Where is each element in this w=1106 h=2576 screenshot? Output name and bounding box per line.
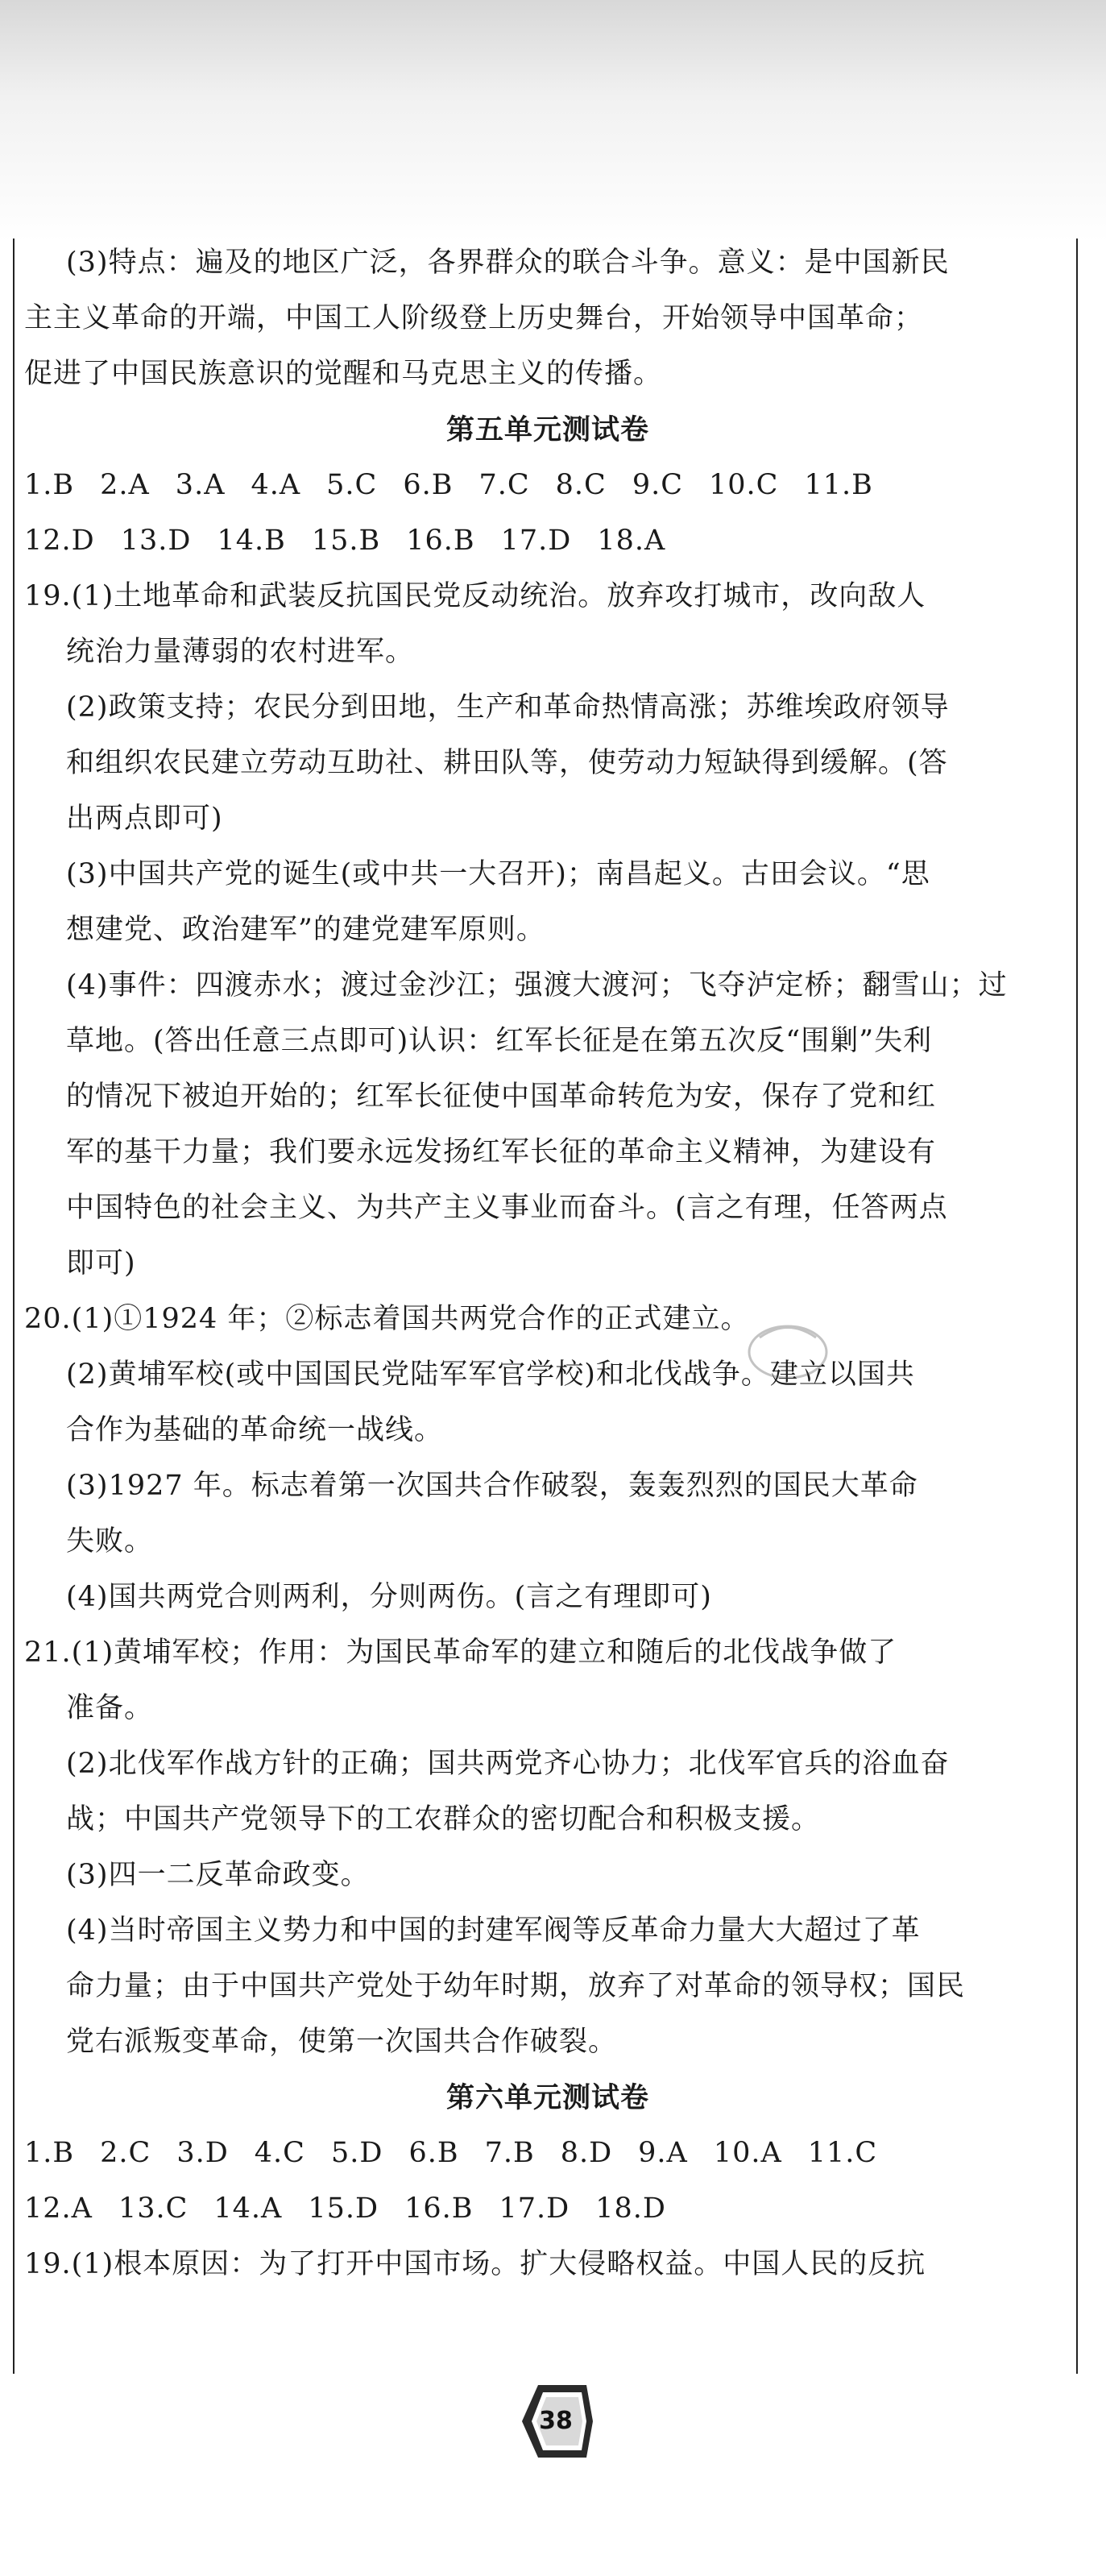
answer-item: 12.A xyxy=(24,2192,93,2225)
page-number-badge xyxy=(514,2381,594,2462)
text-line: 19.(1)土地革命和武装反抗国民党反动统治。放弃攻打城市，改向敌人 xyxy=(24,580,926,612)
answer-item: 9.C xyxy=(632,469,684,501)
text-line: 主主义革命的开端，中国工人阶级登上历史舞台，开始领导中国革命； xyxy=(24,302,924,334)
text-line: 失败。 xyxy=(66,1525,154,1558)
left-border-rule xyxy=(13,239,14,2374)
answer-item: 16.B xyxy=(406,525,475,557)
answer-item: 7.B xyxy=(484,2137,535,2169)
answer-item: 18.A xyxy=(597,525,666,557)
text-line: 命力量；由于中国共产党处于幼年时期，放弃了对革命的领导权；国民 xyxy=(66,1970,966,2002)
right-border-rule xyxy=(1076,239,1078,2374)
answer-item: 17.D xyxy=(499,2192,570,2225)
text-line: 的情况下被迫开始的；红军长征使中国革命转危为安，保存了党和红 xyxy=(66,1081,937,1113)
faint-stamp-icon xyxy=(739,1313,836,1386)
answer-item: 4.A xyxy=(251,469,301,501)
text-line: (2)北伐军作战方针的正确；国共两党齐心协力；北伐军官兵的浴血奋 xyxy=(66,1748,950,1780)
answer-item: 15.B xyxy=(311,525,381,557)
text-line: 即可) xyxy=(66,1247,136,1280)
answer-row xyxy=(24,513,1071,569)
answer-item: 6.B xyxy=(403,469,454,501)
answer-item: 8.D xyxy=(560,2137,613,2169)
text-line: (2)政策支持；农民分到田地，生产和革命热情高涨；苏维埃政府领导 xyxy=(66,691,950,724)
top-shadow xyxy=(0,0,1106,242)
text-line: 中国特色的社会主义、为共产主义事业而奋斗。(言之有理，任答两点 xyxy=(66,1192,948,1224)
answer-item: 2.A xyxy=(100,469,150,501)
answer-item: 12.D xyxy=(24,525,95,557)
answer-row xyxy=(24,2181,1071,2237)
answer-row xyxy=(24,2126,1071,2181)
text-line: 出两点即可) xyxy=(66,803,223,835)
text-line: 促进了中国民族意识的觉醒和马克思主义的传播。 xyxy=(24,358,663,390)
answer-item: 3.A xyxy=(175,469,226,501)
section-heading-unit5: 第五单元测试卷 xyxy=(445,413,649,446)
answer-item: 5.D xyxy=(330,2137,383,2169)
text-line: 和组织农民建立劳动互助社、耕田队等，使劳动力短缺得到缓解。(答 xyxy=(66,747,948,779)
answer-item: 4.C xyxy=(254,2137,305,2169)
text-line: (2)黄埔军校(或中国国民党陆军军官学校)和北伐战争。建立以国共 xyxy=(66,1359,915,1391)
text-line: 草地。(答出任意三点即可)认识：红军长征是在第五次反“围剿”失利 xyxy=(66,1025,933,1057)
answer-item: 3.D xyxy=(176,2137,229,2169)
answer-content xyxy=(24,235,1071,2292)
text-line: (3)中国共产党的诞生(或中共一大召开)；南昌起义。古田会议。“思 xyxy=(66,858,930,890)
answer-item: 1.B xyxy=(24,469,75,501)
text-line: (3)四一二反革命政变。 xyxy=(66,1859,370,1891)
text-line: 20.(1)①1924 年；②标志着国共两党合作的正式建立。 xyxy=(24,1303,750,1335)
answer-item: 1.B xyxy=(24,2137,75,2169)
text-line: 军的基干力量；我们要永远发扬红军长征的革命主义精神，为建设有 xyxy=(66,1136,937,1168)
text-line: 战；中国共产党领导下的工农群众的密切配合和积极支援。 xyxy=(66,1803,821,1836)
page-number: 38 xyxy=(539,2407,573,2435)
answer-item: 17.D xyxy=(500,525,572,557)
text-line: (3)1927 年。标志着第一次国共合作破裂，轰轰烈烈的国民大革命 xyxy=(66,1470,918,1502)
text-line: 准备。 xyxy=(66,1692,154,1724)
text-line: 合作为基础的革命统一战线。 xyxy=(66,1414,444,1446)
answer-item: 11.C xyxy=(807,2137,878,2169)
answer-item: 10.C xyxy=(709,469,779,501)
answer-item: 15.D xyxy=(308,2192,379,2225)
answer-item: 14.B xyxy=(217,525,286,557)
text-line: (4)事件：四渡赤水；渡过金沙江；强渡大渡河；飞夺泸定桥；翻雪山；过 xyxy=(66,969,1008,1002)
answer-item: 11.B xyxy=(804,469,873,501)
text-line: 19.(1)根本原因：为了打开中国市场。扩大侵略权益。中国人民的反抗 xyxy=(24,2248,926,2280)
text-line: 党右派叛变革命，使第一次国共合作破裂。 xyxy=(66,2026,618,2058)
answer-item: 13.C xyxy=(118,2192,188,2225)
text-line: 21.(1)黄埔军校；作用：为国民革命军的建立和随后的北伐战争做了 xyxy=(24,1636,897,1669)
text-line: 想建党、政治建军”的建党建军原则。 xyxy=(66,914,545,946)
answer-item: 14.A xyxy=(213,2192,283,2225)
section-heading-unit6: 第六单元测试卷 xyxy=(445,2081,649,2114)
answer-item: 16.B xyxy=(404,2192,474,2225)
answer-item: 18.D xyxy=(595,2192,666,2225)
text-line: (4)当时帝国主义势力和中国的封建军阀等反革命力量大大超过了革 xyxy=(66,1914,921,1947)
answer-item: 2.C xyxy=(100,2137,151,2169)
answer-row xyxy=(24,458,1071,513)
answer-item: 9.A xyxy=(638,2137,688,2169)
answer-item: 8.C xyxy=(555,469,607,501)
text-line: 统治力量薄弱的农村进军。 xyxy=(66,636,415,668)
answer-item: 6.B xyxy=(408,2137,459,2169)
answer-item: 13.D xyxy=(120,525,192,557)
answer-item: 7.C xyxy=(478,469,530,501)
answer-item: 10.A xyxy=(713,2137,782,2169)
text-line: (3)特点：遍及的地区广泛，各界群众的联合斗争。意义：是中国新民 xyxy=(66,247,950,279)
answer-item: 5.C xyxy=(326,469,378,501)
text-line: (4)国共两党合则两利，分则两伤。(言之有理即可) xyxy=(66,1581,712,1613)
